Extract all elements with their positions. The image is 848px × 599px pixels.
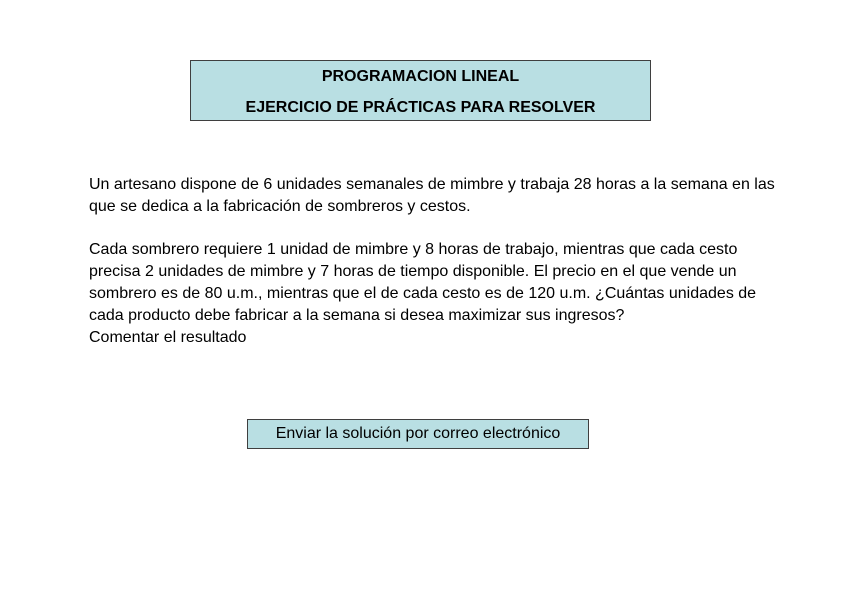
exercise-paragraph-1: Un artesano dispone de 6 unidades semanales de mimbre y trabaja 28 horas a la semana en las que se dedica a la fabricación de sombreros y cestos. [89,176,775,215]
exercise-paragraph-3: Comentar el resultado [89,328,247,346]
page-title: PROGRAMACION LINEAL [321,68,520,85]
title-box [190,60,651,121]
send-solution-button[interactable]: Enviar la solución por correo electrónico [247,419,589,449]
exercise-paragraph-2: Cada sombrero requiere 1 unidad de mimbre y 8 horas de trabajo, mientras que cada cesto precisa 2 unidades de mimbre y 7 horas de tiempo disponible. El precio en el que vende un sombrero es de 80 u.m., mientras que el de cada cesto es de 120 u.m. ¿Cuántas unidades de cada producto debe fabricar a la semana si desea maximizar sus ingresos? [89,241,757,324]
paragraph-spacer [89,218,789,240]
exercise-statement [89,174,789,348]
page-subtitle: EJERCICIO DE PRÁCTICAS PARA RESOLVER [245,99,596,116]
